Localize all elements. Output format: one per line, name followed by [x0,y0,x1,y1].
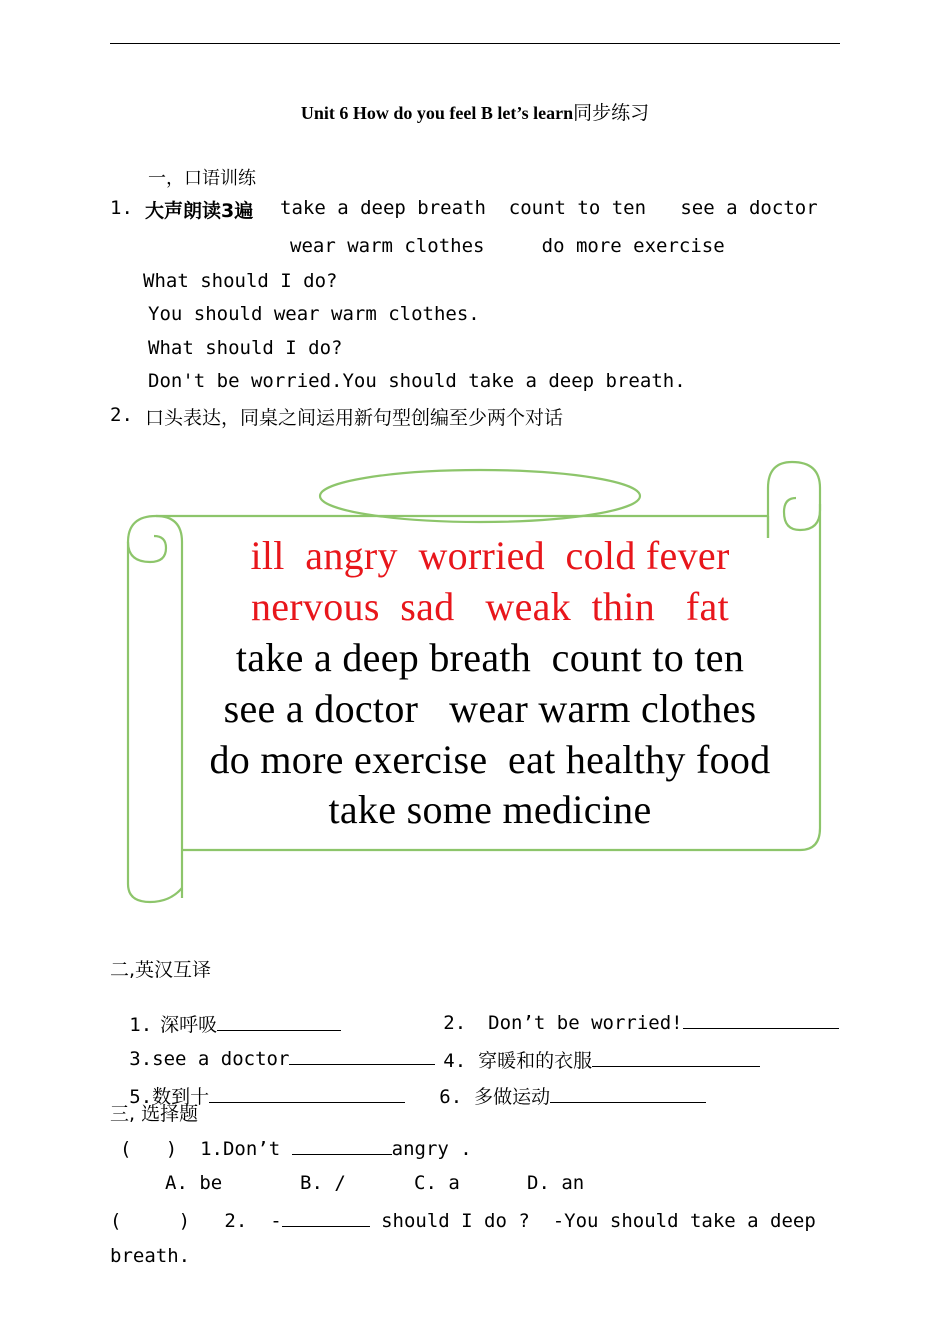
translate-item-6: 6. 多做运动 [420,1063,706,1109]
scroll-black-line-1: take a deep breath count to ten [235,635,745,680]
scroll-black-line-2: see a doctor wear warm clothes [223,686,757,731]
item2-number: 2. [110,404,133,426]
scroll-black-line-4: take some medicine [328,787,652,832]
section3-heading: 三, 选择题 [110,1103,199,1125]
q1-option-b[interactable]: B. / [300,1172,346,1194]
translate-item-1: 1. 深呼吸 [110,991,341,1037]
question-2-wrap: breath. [110,1245,191,1267]
title-english: Unit 6 How do you feel B let’s learn [300,103,574,123]
answer-bracket-2[interactable]: ( ) [110,1210,191,1232]
q1-option-c[interactable]: C. a [414,1172,460,1194]
item1-phrases-row1: take a deep breath count to ten see a doctor [280,197,818,219]
dialog-line-4: Don't be worried.You should take a deep breath. [148,370,686,392]
translate-item-5: 5.数到十 [110,1063,405,1109]
section1-heading: 一，口语训练 [148,168,256,189]
dialog-line-1: What should I do? [143,270,338,292]
section2-heading: 二,英汉互译 [110,959,212,981]
q2-blank[interactable] [282,1208,370,1227]
scroll-red-line-1: ill angry worried cold fever [250,533,730,578]
translate-item-4: 4. 穿暖和的衣服 [424,1027,760,1073]
item2-text: 口头表达，同桌之间运用新句型创编至少两个对话 [145,407,564,429]
answer-blank-5[interactable] [209,1084,405,1103]
item1-phrases-row2: wear warm clothes do more exercise [290,235,725,257]
item1-label: 大声朗读3遍 [145,200,254,222]
question-1: ( ) 1.Don’t angry . [120,1138,472,1160]
dialog-line-3: What should I do? [148,337,343,359]
title-chinese: 同步练习 [573,102,650,124]
header-rule [110,43,840,44]
translate-item-3: 3.see a doctor [110,1027,435,1070]
scroll-black-line-3: do more exercise eat healthy food [209,737,771,782]
q1-option-d[interactable]: D. an [527,1172,585,1194]
question-2: ( ) 2. - should I do ? -You should take a deep [110,1210,816,1232]
q1-blank[interactable] [292,1136,392,1155]
scroll-red-line-2: nervous sad weak thin fat [250,584,730,629]
dialog-line-2: You should wear warm clothes. [148,303,480,325]
item1-number: 1. [110,197,133,219]
answer-blank-6[interactable] [550,1084,706,1103]
page-title [0,98,950,125]
translate-item-2: 2. Don’t be worried! [424,991,839,1034]
scroll-frame [120,458,830,908]
answer-bracket-1[interactable]: ( ) [120,1138,178,1160]
q1-option-a[interactable]: A. be [165,1172,223,1194]
